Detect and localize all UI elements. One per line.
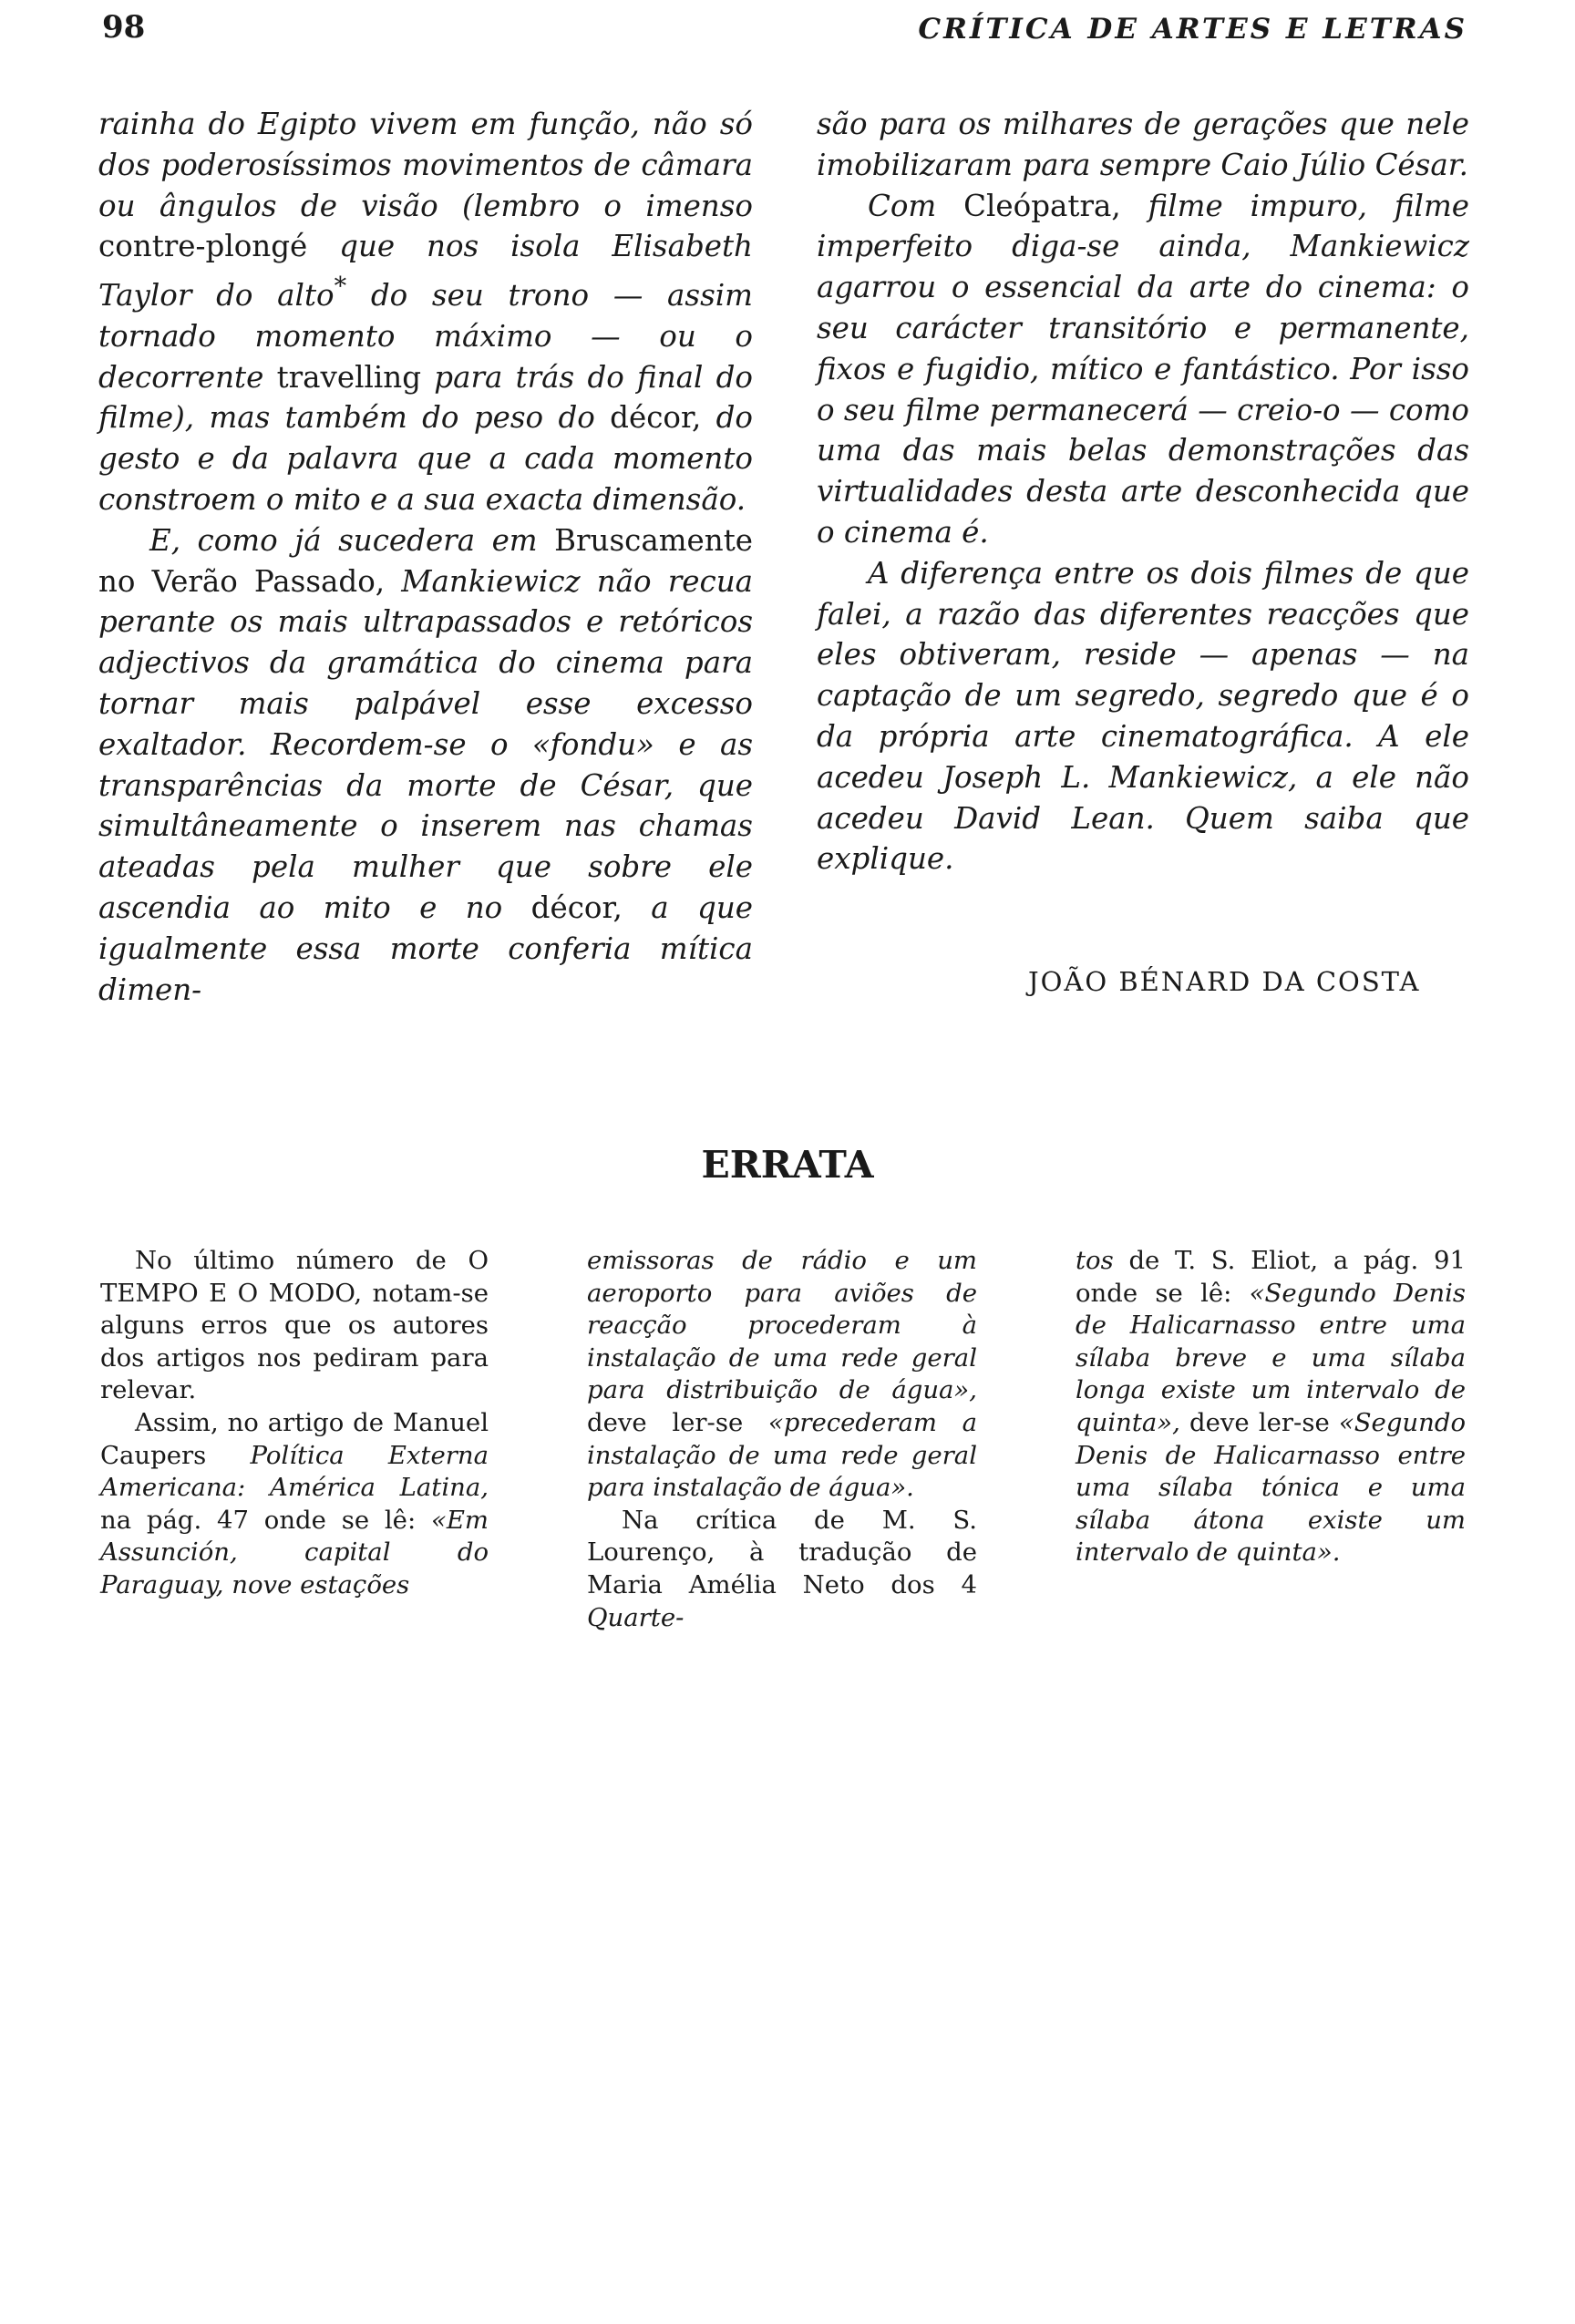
- running-head: CRÍTICA DE ARTES E LETRAS: [918, 13, 1467, 46]
- errata-paragraph: Na crítica de M. S. Lourenço, à tradução de Maria Amélia Neto dos 4 Quarte-: [587, 1505, 977, 1632]
- article-paragraph: Com Cleópatra, filme impuro, filme imperfeito diga-se ainda, Mankiewicz agarrou o essencial da arte do cinema: o seu carácter transitório e permanente, fixos e fugidio, mítico e fantástico. Por isso o seu filme permanecerá — creio-o — como uma das mais belas demonstrações das virtualidades desta arte desconhecida que o cinema é.: [817, 188, 1469, 550]
- article-paragraph: são para os milhares de gerações que nele imobilizaram para sempre Caio Júlio César.: [817, 107, 1469, 182]
- article-left-column: [98, 104, 753, 1010]
- errata-column-3: [1076, 1245, 1466, 1569]
- errata-title: ERRATA: [701, 1143, 874, 1187]
- errata-column-2: [587, 1245, 977, 1634]
- article-paragraph: E, como já sucedera em Bruscamente no Verão Passado, Mankiewicz não recua perante os mais ultrapassados e retóricos adjectivos da gramática do cinema para tornar mais palpável esse excesso exaltador. Recordem-se o «fondu» e as transparências da morte de César, que simultâneamente o inserem nas chamas ateadas pela mulher que sobre ele ascendia ao mito e no décor, a que igualmente essa morte conferia mítica dimen-: [98, 522, 753, 1007]
- errata-column-1: [100, 1245, 489, 1602]
- errata-paragraph: tos de T. S. Eliot, a pág. 91 onde se lê: «Segundo Denis de Halicarnasso entre uma sílaba breve e uma sílaba longa existe um intervalo de quinta», deve ler-se «Segundo Denis de Halicarnasso entre uma sílaba tónica e uma sílaba átona existe um intervalo de quinta».: [1076, 1246, 1467, 1568]
- article-right-column: [817, 104, 1469, 879]
- author-signature: JOÃO BÉNARD DA COSTA: [1028, 966, 1421, 997]
- article-paragraph: rainha do Egipto vivem em função, não só dos poderosíssimos movimentos de câmara ou ângulos de visão (lembro o imenso contre-plongé que nos isola Elisabeth Taylor do alto* do seu trono — assim tornado momento máximo — ou o decorrente travelling para trás do final do filme), mas também do peso do décor, do gesto e da palavra que a cada momento constroem o mito e a sua exacta dimensão.: [98, 107, 753, 517]
- errata-paragraph: Assim, no artigo de Manuel Caupers Política Externa Americana: América Latina, na pág. 47 onde se lê: «Em Assunción, capital do Paraguay, nove estações: [100, 1407, 489, 1599]
- errata-paragraph: No último número de O TEMPO E O MODO, notam-se alguns erros que os autores dos artigos nos pediram para relevar.: [100, 1246, 489, 1405]
- article-paragraph: A diferença entre os dois filmes de que falei, a razão das diferentes reacções que eles obtiveram, reside — apenas — na captação de um segredo, segredo que é o da própria arte cinematográfica. A ele acedeu Joseph L. Mankiewicz, a ele não acedeu David Lean. Quem saiba que explique.: [817, 555, 1469, 877]
- errata-paragraph: emissoras de rádio e um aeroporto para aviões de reacção procederam à instalação de uma rede geral para distribuição de água», deve ler-se «precederam a instalação de uma rede geral para instalação de água».: [587, 1246, 977, 1503]
- page-number: 98: [102, 9, 146, 46]
